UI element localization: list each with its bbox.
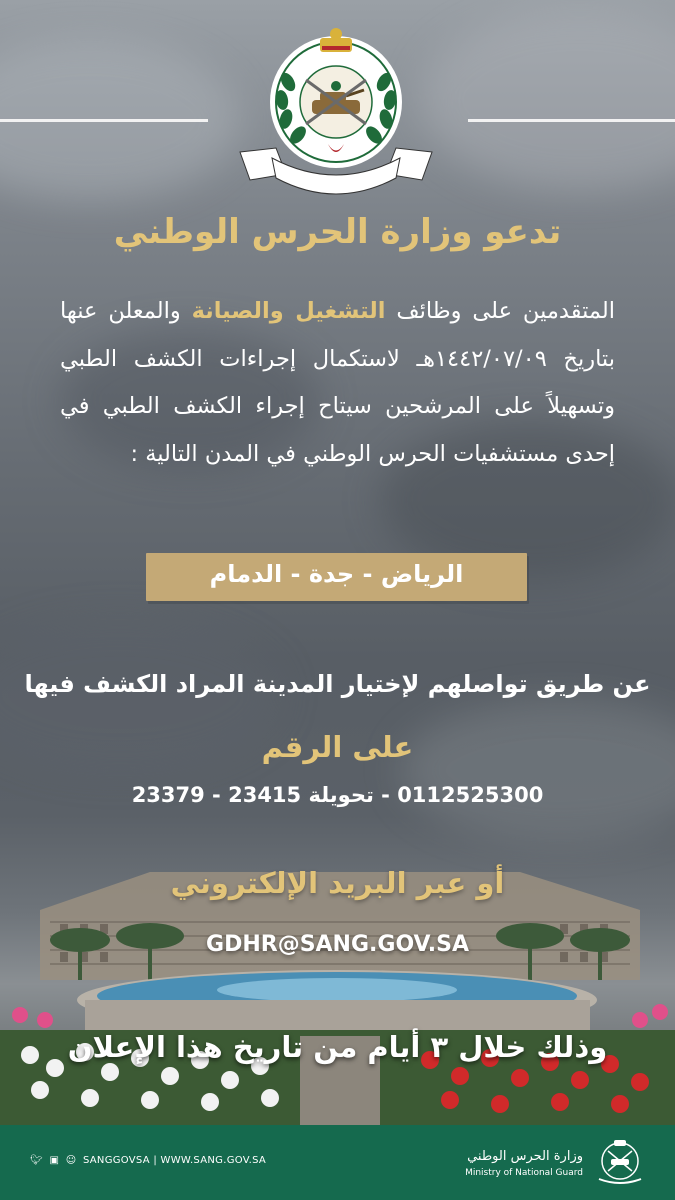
header-rule-left xyxy=(0,119,208,122)
number-heading: على الرقم xyxy=(261,730,414,764)
instagram-icon: ▣ xyxy=(49,1155,60,1166)
headline: تدعو وزارة الحرس الوطني xyxy=(113,212,562,252)
twitter-icon: 🐦︎ xyxy=(30,1155,43,1166)
email-heading: أو عبر البريد الإلكتروني xyxy=(170,866,505,900)
cities-text: الرياض - جدة - الدمام xyxy=(209,560,464,588)
footer-ministry-name-en: Ministry of National Guard xyxy=(465,1168,583,1178)
email-address: GDHR@SANG.GOV.SA xyxy=(206,932,469,957)
intro-highlight: التشغيل والصيانة xyxy=(191,298,386,324)
header-rule-right xyxy=(468,119,675,122)
footer-emblem-icon xyxy=(593,1137,647,1187)
sky-cloud xyxy=(400,700,675,840)
snapchat-icon: ☺ xyxy=(65,1155,77,1166)
footer-ministry-name-ar: وزارة الحرس الوطني xyxy=(467,1149,583,1164)
footer-bar xyxy=(0,1125,675,1200)
intro-body: والمعلن عنها بتاريخ ١٤٤٢/٠٧/٠٩هـ لاستكمال إجراءات الكشف الطبي وتسهيلاً على المرشحين سيتاح إجراء الكشف الطبي في إحدى مستشفيات الحرس الوطني في المدن التالية : xyxy=(60,298,615,467)
intro-lead: المتقدمين على وظائف xyxy=(396,298,616,324)
contact-line: عن طريق تواصلهم لإختيار المدينة المراد الكشف فيها xyxy=(24,670,651,698)
footer-social xyxy=(30,1155,266,1166)
deadline-note: وذلك خلال ٣ أيام من تاريخ هذا الإعلان xyxy=(67,1030,608,1064)
sky-cloud xyxy=(420,10,675,190)
footer-social-text: SANGGOVSA | WWW.SANG.GOV.SA xyxy=(82,1155,267,1166)
intro-paragraph xyxy=(60,288,615,478)
ministry-emblem-logo xyxy=(236,22,436,197)
cities-banner xyxy=(146,553,527,601)
phone-number: 0112525300 - تحويلة 23415 - 23379 xyxy=(131,783,544,807)
